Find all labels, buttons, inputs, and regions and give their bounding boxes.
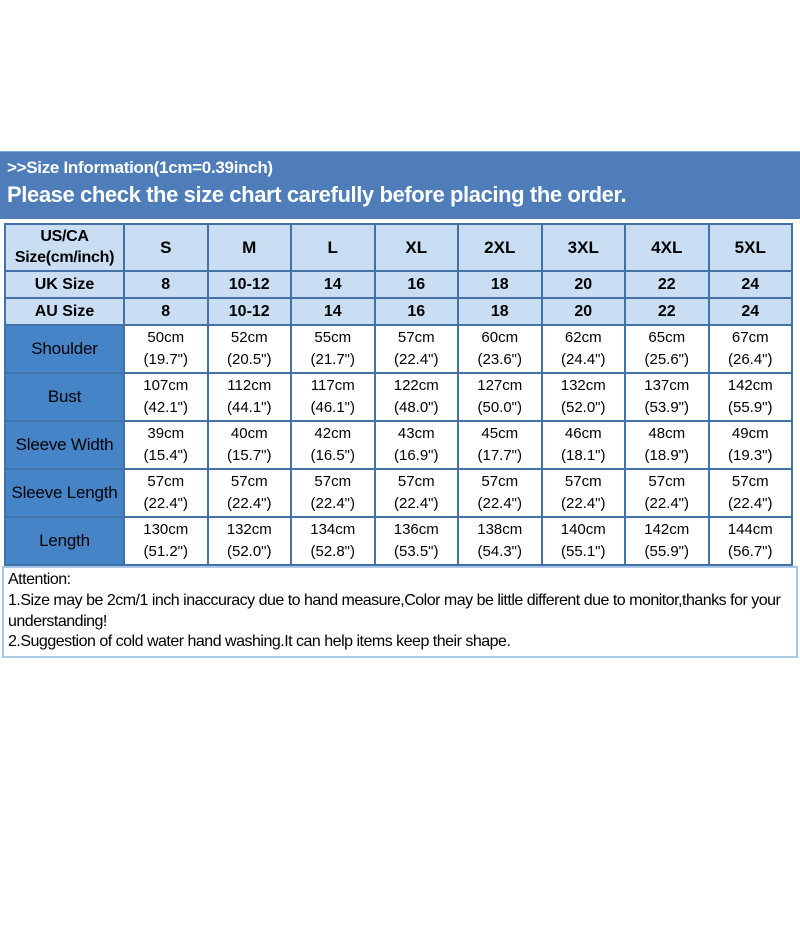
measurement-row-shoulder xyxy=(5,325,792,373)
measurement-cell xyxy=(542,325,626,373)
cm-value: 144cm xyxy=(727,520,773,538)
measurement-cell xyxy=(375,325,459,373)
cm-value: 140cm xyxy=(560,520,606,538)
cm-value: 112cm xyxy=(227,376,272,394)
measurement-cell xyxy=(458,517,542,565)
size-col-header-4xl: 4XL xyxy=(625,224,709,271)
measurement-cell xyxy=(625,373,709,421)
measurement-cell xyxy=(291,325,375,373)
size-col-header-3xl: 3XL xyxy=(542,224,626,271)
cm-value: 57cm xyxy=(481,472,519,490)
uk-size-label: UK Size xyxy=(5,271,124,298)
au-size-row xyxy=(5,298,792,325)
inch-value: (16.5") xyxy=(310,447,355,464)
measurement-cell xyxy=(375,421,459,469)
inch-value: (25.6") xyxy=(644,351,689,368)
measurement-cell xyxy=(291,469,375,517)
inch-value: (55.9") xyxy=(727,399,773,416)
inch-value: (22.4") xyxy=(727,495,773,512)
cm-value: 132cm xyxy=(560,376,606,394)
cm-value: 142cm xyxy=(644,520,690,538)
measurement-cell xyxy=(542,517,626,565)
corner-line1: US/CA xyxy=(40,228,89,246)
inch-value: (19.7") xyxy=(143,351,188,368)
cm-value: 67cm xyxy=(731,328,769,346)
au-size-value: 20 xyxy=(542,298,626,325)
inch-value: (17.7") xyxy=(477,447,522,464)
inch-value: (52.0") xyxy=(560,399,606,416)
measurement-cell xyxy=(375,373,459,421)
measurement-cell xyxy=(124,469,208,517)
measurement-cell xyxy=(709,325,793,373)
cm-value: 39cm xyxy=(147,424,185,442)
measurement-cell xyxy=(208,373,292,421)
inch-value: (51.2") xyxy=(143,543,188,560)
size-col-header-2xl: 2XL xyxy=(458,224,542,271)
cm-value: 43cm xyxy=(397,424,435,442)
measurement-cell xyxy=(458,469,542,517)
cm-value: 52cm xyxy=(230,328,268,346)
measurement-cell xyxy=(208,517,292,565)
measurement-cell xyxy=(709,421,793,469)
cm-value: 132cm xyxy=(226,520,272,538)
cm-value: 117cm xyxy=(310,376,355,394)
inch-value: (55.1") xyxy=(560,543,606,560)
measurement-label: Bust xyxy=(5,373,124,421)
cm-value: 55cm xyxy=(314,328,352,346)
cm-value: 62cm xyxy=(564,328,602,346)
measurement-cell xyxy=(124,373,208,421)
cm-value: 107cm xyxy=(143,376,189,394)
inch-value: (22.4") xyxy=(393,495,439,512)
inch-value: (53.9") xyxy=(644,399,689,416)
measurement-cell xyxy=(291,421,375,469)
attention-heading: Attention: xyxy=(8,571,71,588)
measurement-cell xyxy=(625,469,709,517)
inch-value: (22.4") xyxy=(393,351,439,368)
cm-value: 49cm xyxy=(731,424,769,442)
measurement-cell xyxy=(208,469,292,517)
inch-value: (55.9") xyxy=(644,543,689,560)
au-size-value: 16 xyxy=(375,298,459,325)
inch-value: (22.4") xyxy=(143,495,188,512)
au-size-label: AU Size xyxy=(5,298,124,325)
cm-value: 65cm xyxy=(648,328,686,346)
size-col-header-s: S xyxy=(124,224,208,271)
inch-value: (22.4") xyxy=(477,495,522,512)
cm-value: 45cm xyxy=(481,424,519,442)
cm-value: 57cm xyxy=(564,472,602,490)
size-col-header-xl: XL xyxy=(375,224,459,271)
inch-value: (18.1") xyxy=(560,447,606,464)
measurement-row-sleeve-width xyxy=(5,421,792,469)
measurement-label: Shoulder xyxy=(5,325,124,373)
measurement-cell xyxy=(458,421,542,469)
cm-value: 46cm xyxy=(564,424,602,442)
inch-value: (52.8") xyxy=(310,543,355,560)
inch-value: (48.0") xyxy=(393,399,439,416)
uk-size-value: 10-12 xyxy=(208,271,292,298)
inch-value: (22.4") xyxy=(644,495,689,512)
uk-size-value: 16 xyxy=(375,271,459,298)
cm-value: 57cm xyxy=(230,472,268,490)
au-size-value: 24 xyxy=(709,298,793,325)
measurement-cell xyxy=(375,469,459,517)
cm-value: 40cm xyxy=(230,424,268,442)
cm-value: 60cm xyxy=(481,328,519,346)
au-size-value: 8 xyxy=(124,298,208,325)
inch-value: (46.1") xyxy=(310,399,355,416)
au-size-value: 10-12 xyxy=(208,298,292,325)
inch-value: (22.4") xyxy=(310,495,355,512)
cm-value: 42cm xyxy=(314,424,352,442)
attention-note-1: 1.Size may be 2cm/1 inch inaccuracy due to hand measure,Color may be little different due to monitor,thanks for your understanding! xyxy=(8,591,781,630)
inch-value: (22.4") xyxy=(226,495,272,512)
measurement-row-sleeve-length xyxy=(5,469,792,517)
uk-size-value: 22 xyxy=(625,271,709,298)
measurement-cell xyxy=(124,421,208,469)
size-col-header-l: L xyxy=(291,224,375,271)
measurement-label: Sleeve Length xyxy=(5,469,124,517)
inch-value: (24.4") xyxy=(560,351,606,368)
uk-size-value: 14 xyxy=(291,271,375,298)
size-chart-table xyxy=(4,223,793,566)
cm-value: 127cm xyxy=(477,376,523,394)
size-info-banner xyxy=(0,151,800,219)
measurement-cell xyxy=(458,325,542,373)
cm-value: 130cm xyxy=(143,520,189,538)
measurement-cell xyxy=(542,469,626,517)
inch-value: (53.5") xyxy=(393,543,439,560)
measurement-cell xyxy=(709,373,793,421)
uk-size-value: 8 xyxy=(124,271,208,298)
attention-note-2: 2.Suggestion of cold water hand washing.It can help items keep their shape. xyxy=(8,633,511,651)
measurement-label: Sleeve Width xyxy=(5,421,124,469)
cm-value: 57cm xyxy=(397,472,435,490)
au-size-value: 22 xyxy=(625,298,709,325)
inch-value: (54.3") xyxy=(477,543,522,560)
cm-value: 137cm xyxy=(644,376,690,394)
cm-value: 142cm xyxy=(727,376,773,394)
inch-value: (15.7") xyxy=(226,447,272,464)
attention-box xyxy=(2,566,798,658)
measurement-cell xyxy=(625,421,709,469)
size-col-header-m: M xyxy=(208,224,292,271)
measurement-cell xyxy=(208,421,292,469)
inch-value: (19.3") xyxy=(727,447,773,464)
corner-line2: Size(cm/inch) xyxy=(14,248,115,266)
measurement-cell xyxy=(291,517,375,565)
inch-value: (20.5") xyxy=(226,351,272,368)
uk-size-value: 20 xyxy=(542,271,626,298)
inch-value: (44.1") xyxy=(226,399,272,416)
measurement-row-length xyxy=(5,517,792,565)
inch-value: (52.0") xyxy=(226,543,272,560)
measurement-cell xyxy=(542,373,626,421)
measurement-cell xyxy=(375,517,459,565)
inch-value: (26.4") xyxy=(727,351,773,368)
banner-subtitle: Please check the size chart carefully before placing the order. xyxy=(7,182,627,207)
measurement-row-bust xyxy=(5,373,792,421)
inch-value: (56.7") xyxy=(727,543,773,560)
uk-size-value: 24 xyxy=(709,271,793,298)
cm-value: 57cm xyxy=(648,472,686,490)
cm-value: 136cm xyxy=(393,520,439,538)
measurement-cell xyxy=(458,373,542,421)
au-size-value: 14 xyxy=(291,298,375,325)
au-size-value: 18 xyxy=(458,298,542,325)
measurement-label: Length xyxy=(5,517,124,565)
cm-value: 134cm xyxy=(310,520,356,538)
measurement-cell xyxy=(291,373,375,421)
size-header-row xyxy=(5,224,792,271)
measurement-cell xyxy=(542,421,626,469)
uk-size-value: 18 xyxy=(458,271,542,298)
measurement-cell xyxy=(124,517,208,565)
uk-size-row xyxy=(5,271,792,298)
cm-value: 57cm xyxy=(397,328,435,346)
cm-value: 57cm xyxy=(147,472,185,490)
cm-value: 122cm xyxy=(393,376,439,394)
inch-value: (23.6") xyxy=(477,351,522,368)
banner-title: >>Size Information(1cm=0.39inch) xyxy=(7,158,273,177)
inch-value: (21.7") xyxy=(310,351,355,368)
inch-value: (42.1") xyxy=(143,399,188,416)
cm-value: 57cm xyxy=(314,472,352,490)
size-col-header-5xl: 5XL xyxy=(709,224,793,271)
inch-value: (50.0") xyxy=(477,399,522,416)
measurement-cell xyxy=(124,325,208,373)
measurement-cell xyxy=(208,325,292,373)
measurement-cell xyxy=(709,517,793,565)
measurement-cell xyxy=(709,469,793,517)
inch-value: (16.9") xyxy=(393,447,439,464)
inch-value: (22.4") xyxy=(560,495,606,512)
cm-value: 57cm xyxy=(731,472,769,490)
inch-value: (18.9") xyxy=(644,447,689,464)
cm-value: 138cm xyxy=(477,520,523,538)
inch-value: (15.4") xyxy=(143,447,188,464)
cm-value: 50cm xyxy=(147,328,185,346)
measurement-cell xyxy=(625,325,709,373)
corner-cell xyxy=(5,224,124,271)
measurement-cell xyxy=(625,517,709,565)
cm-value: 48cm xyxy=(648,424,686,442)
